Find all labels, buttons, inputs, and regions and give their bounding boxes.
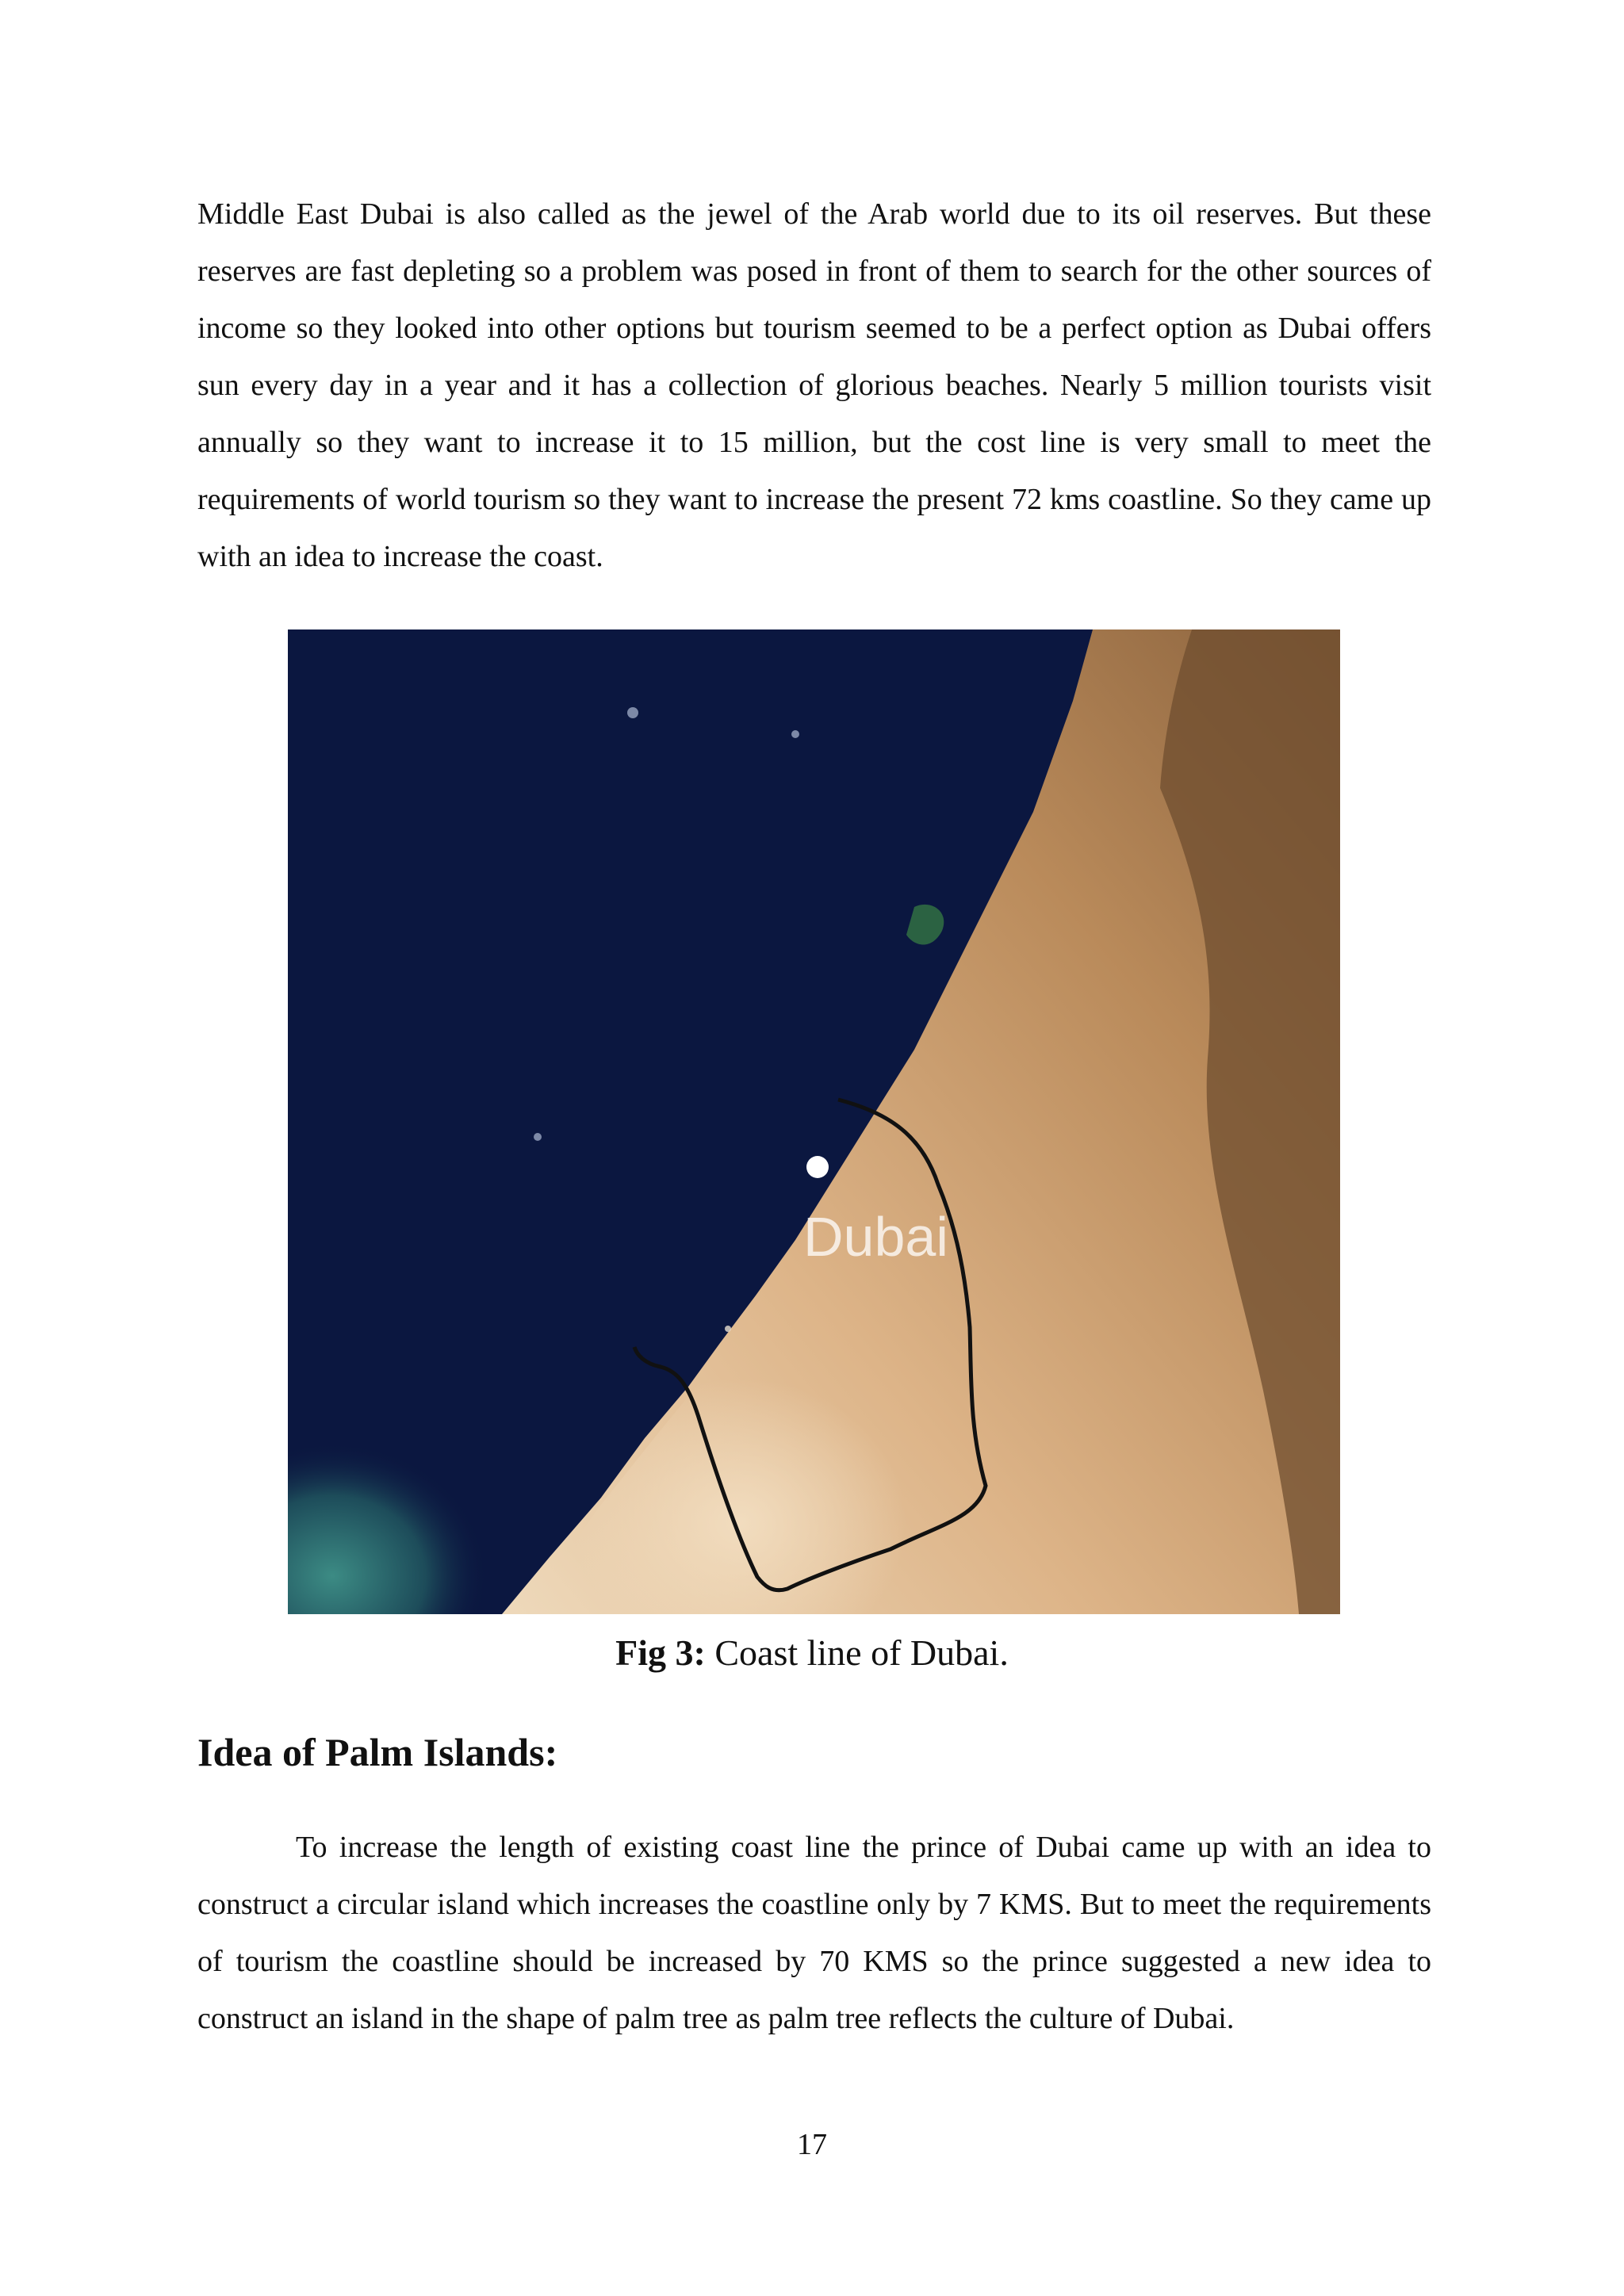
island-dot xyxy=(725,1326,731,1332)
section-heading: Idea of Palm Islands: xyxy=(197,1730,558,1774)
satellite-map-image xyxy=(288,629,1340,1614)
island-dot xyxy=(534,1133,542,1141)
dubai-location-marker xyxy=(806,1156,829,1178)
satellite-map-figure xyxy=(288,629,1340,1614)
island-dot xyxy=(791,730,799,738)
island-dot xyxy=(627,707,638,718)
figure-caption-text: Coast line of Dubai. xyxy=(705,1632,1009,1673)
figure-caption-label: Fig 3: xyxy=(615,1632,706,1673)
body-paragraph-1: Middle East Dubai is also called as the jewel of the Arab world due to its oil reserves. But these reserves are fast depleting so a problem was posed in front of them to search for the other sources of income so they looked into other options but tourism seemed to be a perfect option as Dubai offers sun every day in a year and it has a collection of glorious beaches. Nearly 5 million tourists visit annually so they want to increase it to 15 million, but the cost line is very small to meet the requirements of world tourism so they want to increase the present 72 kms coastline. So they came up with an idea to increase the coast. xyxy=(197,197,1431,573)
dubai-map-label: Dubai xyxy=(803,1206,948,1268)
page-number: 17 xyxy=(797,2128,827,2161)
figure-caption xyxy=(0,1628,1624,1678)
body-paragraph-2: To increase the length of existing coast line the prince of Dubai came up with an idea to construct a circular island which increases the coastline only by 7 KMS. But to meet the requirements of tourism the coastline should be increased by 70 KMS so the prince suggested a new idea to construct an island in the shape of palm tree as palm tree reflects the culture of Dubai. xyxy=(197,1831,1431,2035)
